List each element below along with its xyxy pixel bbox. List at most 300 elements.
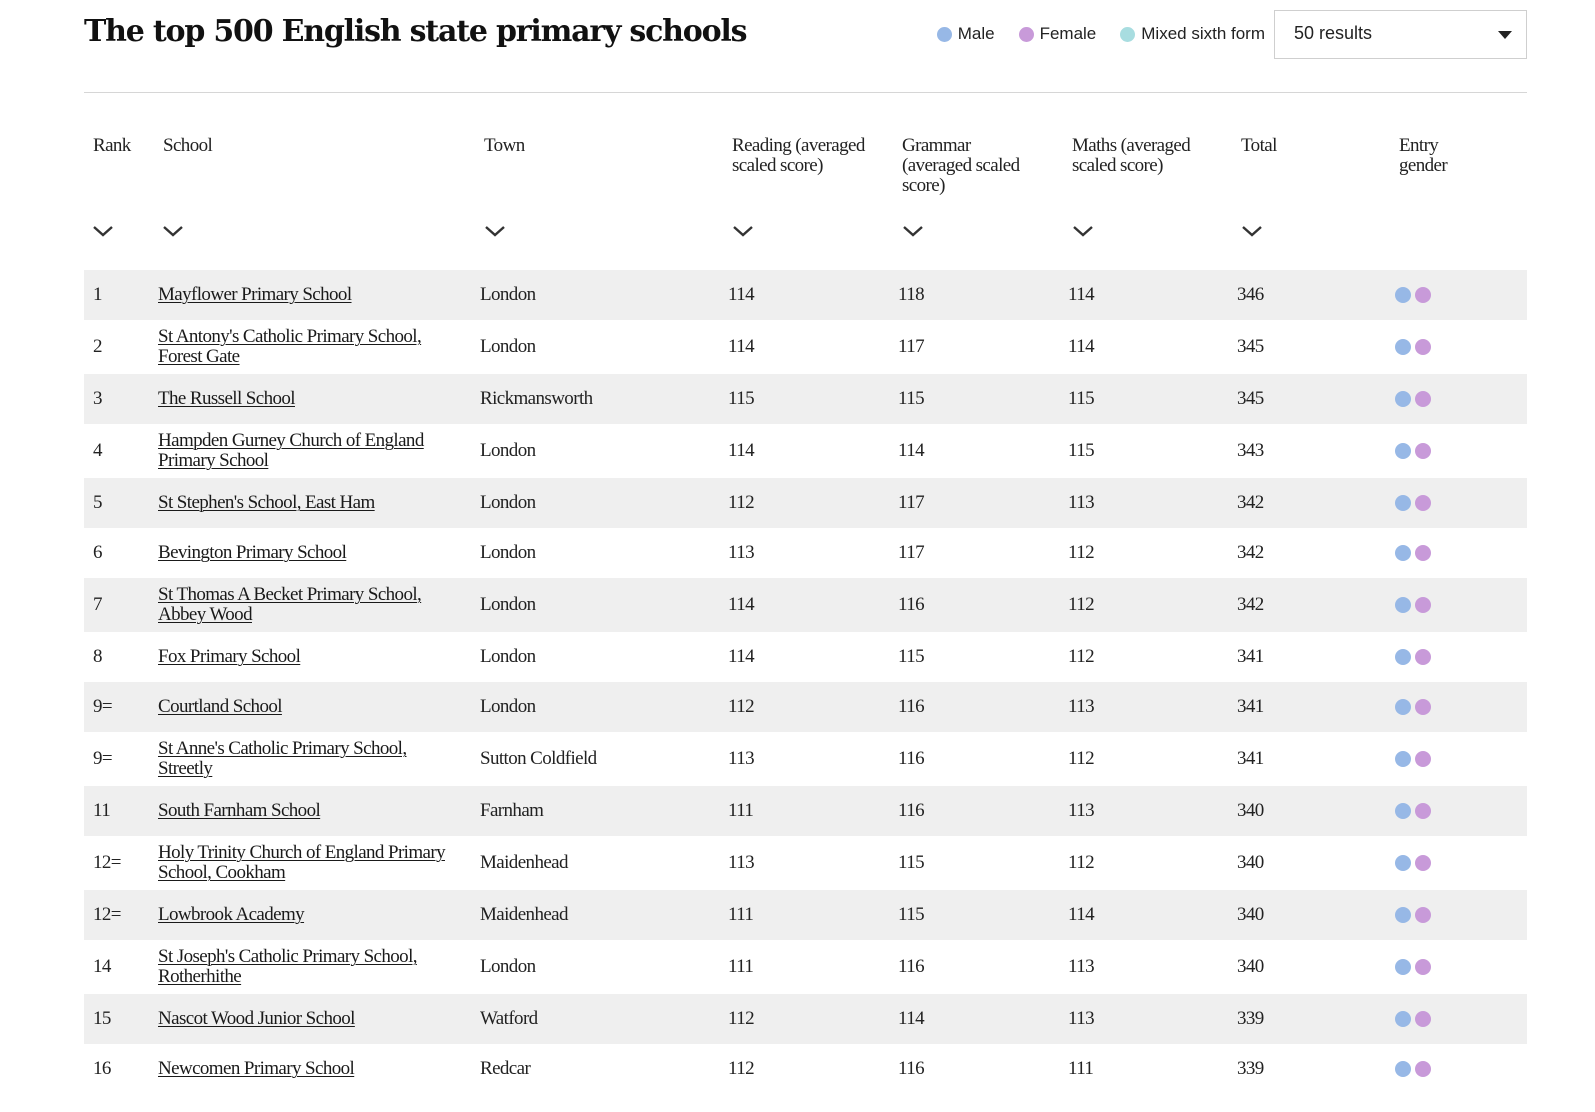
cell-rank-value: 6 (93, 542, 102, 563)
male-dot-icon (1395, 803, 1411, 819)
cell-town-value: London (480, 284, 536, 305)
cell-school (158, 994, 458, 1044)
page-title: The top 500 English state primary schools (84, 14, 747, 49)
rankings-page (84, 0, 1527, 1094)
cell-reading (728, 374, 848, 424)
cell-reading-value: 114 (728, 594, 754, 615)
table-header (84, 93, 1527, 270)
female-dot-icon (1415, 959, 1431, 975)
cell-total (1237, 1044, 1357, 1094)
gender-dots (1395, 959, 1431, 975)
cell-grammar (898, 578, 1018, 632)
cell-town-value: London (480, 696, 536, 717)
cell-entry-gender (1395, 424, 1495, 478)
cell-town-value: Redcar (480, 1058, 531, 1079)
cell-reading (728, 786, 848, 836)
cell-maths (1068, 682, 1188, 732)
cell-grammar-value: 114 (898, 440, 924, 461)
cell-grammar-value: 117 (898, 492, 924, 513)
female-dot-icon (1415, 855, 1431, 871)
cell-reading (728, 732, 848, 786)
cell-reading (728, 424, 848, 478)
cell-rank-value: 8 (93, 646, 102, 667)
cell-total (1237, 374, 1357, 424)
cell-reading (728, 1044, 848, 1094)
cell-total (1237, 528, 1357, 578)
gender-dots (1395, 1061, 1431, 1077)
cell-maths-value: 113 (1068, 800, 1094, 821)
cell-town-value: Sutton Coldfield (480, 748, 597, 769)
gender-dots (1395, 495, 1431, 511)
cell-grammar-value: 115 (898, 852, 924, 873)
female-dot-icon (1415, 751, 1431, 767)
cell-rank-value: 11 (93, 800, 111, 821)
cell-rank (93, 320, 153, 374)
column-header-grammar: Grammar (averaged scaled score) (902, 135, 1020, 196)
cell-total-value: 339 (1237, 1008, 1264, 1029)
cell-total (1237, 424, 1357, 478)
female-dot-icon (1415, 699, 1431, 715)
cell-reading (728, 632, 848, 682)
gender-dots (1395, 287, 1431, 303)
cell-entry-gender (1395, 682, 1495, 732)
cell-rank-value: 15 (93, 1008, 111, 1029)
cell-reading-value: 111 (728, 956, 754, 977)
cell-total-value: 340 (1237, 800, 1264, 821)
gender-dots (1395, 855, 1431, 871)
cell-reading-value: 112 (728, 1058, 754, 1079)
cell-rank-value: 1 (93, 284, 102, 305)
female-dot-icon (1415, 443, 1431, 459)
cell-total-value: 346 (1237, 284, 1264, 305)
female-dot-icon (1415, 391, 1431, 407)
cell-rank (93, 732, 153, 786)
gender-dots (1395, 443, 1431, 459)
cell-grammar (898, 940, 1018, 994)
cell-reading-value: 111 (728, 904, 754, 925)
gender-dots (1395, 803, 1431, 819)
school-link[interactable]: St Joseph's Catholic Primary School, Rotherhithe (158, 946, 417, 987)
cell-total (1237, 632, 1357, 682)
cell-maths (1068, 320, 1188, 374)
cell-maths-value: 113 (1068, 1008, 1094, 1029)
cell-rank-value: 3 (93, 388, 102, 409)
cell-total-value: 341 (1237, 696, 1264, 717)
cell-town-value: Maidenhead (480, 852, 568, 873)
cell-total (1237, 890, 1357, 940)
cell-rank (93, 424, 153, 478)
table-row (84, 528, 1527, 578)
cell-total (1237, 320, 1357, 374)
school-link[interactable]: Mayflower Primary School (158, 284, 352, 305)
cell-rank-value: 9= (93, 696, 113, 717)
cell-grammar-value: 114 (898, 1008, 924, 1029)
school-link[interactable]: Nascot Wood Junior School (158, 1008, 355, 1029)
school-link[interactable]: St Anne's Catholic Primary School, Streetly (158, 738, 407, 779)
cell-maths-value: 115 (1068, 440, 1094, 461)
cell-maths (1068, 478, 1188, 528)
cell-reading-value: 113 (728, 852, 754, 873)
male-dot-icon (1395, 391, 1411, 407)
cell-reading (728, 890, 848, 940)
table-toolbar (84, 0, 1527, 93)
cell-rank-value: 2 (93, 336, 102, 357)
cell-maths-value: 113 (1068, 492, 1094, 513)
cell-entry-gender (1395, 890, 1495, 940)
school-link[interactable]: Bevington Primary School (158, 542, 347, 563)
cell-entry-gender (1395, 994, 1495, 1044)
cell-town-value: Rickmansworth (480, 388, 593, 409)
cell-maths-value: 113 (1068, 956, 1094, 977)
cell-maths (1068, 836, 1188, 890)
cell-total-value: 340 (1237, 852, 1264, 873)
male-dot-icon (1395, 339, 1411, 355)
school-link[interactable]: St Stephen's School, East Ham (158, 492, 375, 513)
cell-reading (728, 528, 848, 578)
cell-grammar (898, 528, 1018, 578)
cell-maths (1068, 786, 1188, 836)
cell-total (1237, 578, 1357, 632)
cell-entry-gender (1395, 270, 1495, 320)
cell-total (1237, 940, 1357, 994)
cell-town (480, 682, 720, 732)
male-dot-icon (1395, 1061, 1411, 1077)
cell-school (158, 1044, 458, 1094)
cell-maths-value: 112 (1068, 646, 1094, 667)
cell-school (158, 632, 458, 682)
cell-maths-value: 114 (1068, 336, 1094, 357)
sort-reading-chevron-down-icon[interactable] (732, 224, 754, 238)
male-dot-icon (937, 27, 952, 42)
gender-dots (1395, 597, 1431, 613)
cell-grammar-value: 116 (898, 956, 924, 977)
table-row (84, 1044, 1527, 1094)
legend-item-female (1019, 24, 1097, 44)
male-dot-icon (1395, 907, 1411, 923)
gender-dots (1395, 907, 1431, 923)
cell-town (480, 836, 720, 890)
cell-reading (728, 320, 848, 374)
cell-maths-value: 112 (1068, 852, 1094, 873)
cell-town (480, 270, 720, 320)
cell-grammar (898, 786, 1018, 836)
cell-total (1237, 478, 1357, 528)
school-link[interactable]: South Farnham School (158, 800, 321, 821)
results-count-value: 50 results (1294, 23, 1373, 43)
male-dot-icon (1395, 443, 1411, 459)
cell-maths-value: 111 (1068, 1058, 1094, 1079)
cell-reading-value: 114 (728, 646, 754, 667)
cell-entry-gender (1395, 478, 1495, 528)
cell-town-value: Maidenhead (480, 904, 568, 925)
cell-total-value: 339 (1237, 1058, 1264, 1079)
cell-total-value: 340 (1237, 904, 1264, 925)
cell-total (1237, 786, 1357, 836)
male-dot-icon (1395, 545, 1411, 561)
cell-rank-value: 9= (93, 748, 113, 769)
cell-rank (93, 270, 153, 320)
cell-reading-value: 115 (728, 388, 754, 409)
cell-school (158, 424, 458, 478)
cell-maths-value: 113 (1068, 696, 1094, 717)
school-link[interactable]: St Thomas A Becket Primary School, Abbey Wood (158, 584, 422, 625)
table-row (84, 890, 1527, 940)
cell-rank (93, 682, 153, 732)
cell-maths (1068, 374, 1188, 424)
table-row (84, 320, 1527, 374)
cell-reading-value: 113 (728, 542, 754, 563)
cell-reading-value: 111 (728, 800, 754, 821)
cell-reading-value: 112 (728, 696, 754, 717)
cell-grammar-value: 116 (898, 594, 924, 615)
cell-entry-gender (1395, 528, 1495, 578)
cell-total-value: 343 (1237, 440, 1264, 461)
cell-rank-value: 16 (93, 1058, 111, 1079)
school-link[interactable]: Hampden Gurney Church of England Primary School (158, 430, 424, 471)
gender-dots (1395, 699, 1431, 715)
cell-entry-gender (1395, 320, 1495, 374)
column-header-town: Town (484, 135, 525, 156)
cell-rank (93, 632, 153, 682)
cell-town-value: London (480, 492, 536, 513)
cell-grammar-value: 116 (898, 696, 924, 717)
cell-school (158, 270, 458, 320)
cell-maths (1068, 890, 1188, 940)
cell-grammar (898, 478, 1018, 528)
cell-town-value: London (480, 646, 536, 667)
school-link[interactable]: St Antony's Catholic Primary School, Forest Gate (158, 326, 422, 367)
cell-grammar (898, 890, 1018, 940)
gender-legend (937, 24, 1265, 44)
column-header-entry-gender: Entry gender (1399, 135, 1448, 176)
cell-town (480, 320, 720, 374)
sort-maths-chevron-down-icon[interactable] (1072, 224, 1094, 238)
cell-entry-gender (1395, 578, 1495, 632)
gender-dots (1395, 649, 1431, 665)
legend-label: Mixed sixth form (1141, 24, 1265, 43)
cell-town-value: London (480, 594, 536, 615)
cell-town (480, 940, 720, 994)
cell-school (158, 478, 458, 528)
female-dot-icon (1415, 1011, 1431, 1027)
cell-total (1237, 994, 1357, 1044)
cell-town (480, 578, 720, 632)
legend-label: Female (1039, 24, 1097, 43)
table-row (84, 374, 1527, 424)
female-dot-icon (1415, 649, 1431, 665)
cell-grammar-value: 117 (898, 542, 924, 563)
cell-total (1237, 836, 1357, 890)
cell-school (158, 528, 458, 578)
cell-town-value: London (480, 336, 536, 357)
table-row (84, 632, 1527, 682)
cell-town (480, 1044, 720, 1094)
male-dot-icon (1395, 495, 1411, 511)
sort-rank-chevron-down-icon[interactable] (92, 224, 114, 238)
male-dot-icon (1395, 751, 1411, 767)
cell-grammar (898, 320, 1018, 374)
female-dot-icon (1415, 339, 1431, 355)
cell-grammar-value: 115 (898, 646, 924, 667)
cell-town (480, 732, 720, 786)
cell-grammar (898, 682, 1018, 732)
table-row (84, 578, 1527, 632)
cell-reading-value: 114 (728, 336, 754, 357)
cell-maths (1068, 1044, 1188, 1094)
male-dot-icon (1395, 855, 1411, 871)
cell-grammar-value: 115 (898, 904, 924, 925)
cell-grammar (898, 994, 1018, 1044)
sort-town-chevron-down-icon[interactable] (484, 224, 506, 238)
cell-town-value: London (480, 542, 536, 563)
cell-rank (93, 578, 153, 632)
school-link[interactable]: Newcomen Primary School (158, 1058, 355, 1079)
cell-grammar-value: 116 (898, 800, 924, 821)
sort-total-chevron-down-icon[interactable] (1241, 224, 1263, 238)
male-dot-icon (1395, 597, 1411, 613)
cell-town-value: London (480, 956, 536, 977)
school-link[interactable]: Courtland School (158, 696, 282, 717)
cell-rank-value: 7 (93, 594, 102, 615)
cell-town (480, 528, 720, 578)
table-row (84, 270, 1527, 320)
cell-total-value: 340 (1237, 956, 1264, 977)
cell-grammar (898, 374, 1018, 424)
school-link[interactable]: The Russell School (158, 388, 295, 409)
female-dot-icon (1415, 803, 1431, 819)
cell-maths (1068, 940, 1188, 994)
male-dot-icon (1395, 649, 1411, 665)
cell-grammar-value: 117 (898, 336, 924, 357)
cell-reading (728, 270, 848, 320)
cell-entry-gender (1395, 836, 1495, 890)
cell-town (480, 374, 720, 424)
cell-entry-gender (1395, 786, 1495, 836)
cell-maths (1068, 528, 1188, 578)
cell-maths (1068, 424, 1188, 478)
table-row (84, 836, 1527, 890)
cell-rank-value: 14 (93, 956, 111, 977)
cell-maths-value: 112 (1068, 748, 1094, 769)
results-count-select[interactable] (1274, 10, 1527, 59)
table-row (84, 732, 1527, 786)
cell-school (158, 374, 458, 424)
cell-grammar-value: 118 (898, 284, 924, 305)
legend-item-mixed-sixth-form (1120, 24, 1265, 44)
school-link[interactable]: Holy Trinity Church of England Primary School, Cookham (158, 842, 445, 883)
gender-dots (1395, 339, 1431, 355)
legend-item-male (937, 24, 995, 44)
cell-entry-gender (1395, 632, 1495, 682)
cell-rank-value: 4 (93, 440, 102, 461)
cell-town (480, 994, 720, 1044)
sort-grammar-chevron-down-icon[interactable] (902, 224, 924, 238)
cell-total-value: 341 (1237, 646, 1264, 667)
cell-grammar (898, 270, 1018, 320)
cell-grammar-value: 116 (898, 1058, 924, 1079)
cell-entry-gender (1395, 940, 1495, 994)
cell-reading (728, 578, 848, 632)
gender-dots (1395, 751, 1431, 767)
cell-school (158, 890, 458, 940)
cell-school (158, 320, 458, 374)
female-dot-icon (1415, 495, 1431, 511)
cell-town (480, 424, 720, 478)
cell-maths (1068, 270, 1188, 320)
cell-rank (93, 890, 153, 940)
cell-school (158, 836, 458, 890)
cell-entry-gender (1395, 1044, 1495, 1094)
sort-school-chevron-down-icon[interactable] (162, 224, 184, 238)
cell-entry-gender (1395, 732, 1495, 786)
cell-rank-value: 12= (93, 904, 121, 925)
cell-rank (93, 994, 153, 1044)
table-row (84, 994, 1527, 1044)
cell-reading (728, 478, 848, 528)
cell-reading (728, 836, 848, 890)
female-dot-icon (1019, 27, 1034, 42)
cell-rank (93, 478, 153, 528)
mixed-sixth-form-dot-icon (1120, 27, 1135, 42)
cell-rank (93, 528, 153, 578)
cell-total-value: 341 (1237, 748, 1264, 769)
cell-rank-value: 12= (93, 852, 121, 873)
cell-rank-value: 5 (93, 492, 102, 513)
cell-grammar (898, 424, 1018, 478)
male-dot-icon (1395, 287, 1411, 303)
cell-reading (728, 940, 848, 994)
cell-reading-value: 113 (728, 748, 754, 769)
cell-school (158, 786, 458, 836)
cell-total-value: 345 (1237, 388, 1264, 409)
table-row (84, 940, 1527, 994)
cell-total-value: 342 (1237, 492, 1264, 513)
cell-school (158, 578, 458, 632)
female-dot-icon (1415, 597, 1431, 613)
column-header-reading: Reading (averaged scaled score) (732, 135, 865, 176)
school-link[interactable]: Fox Primary School (158, 646, 301, 667)
cell-maths-value: 112 (1068, 542, 1094, 563)
cell-maths-value: 114 (1068, 284, 1094, 305)
cell-reading-value: 112 (728, 492, 754, 513)
table-body (84, 270, 1527, 1094)
legend-label: Male (957, 24, 995, 43)
gender-dots (1395, 1011, 1431, 1027)
table-row (84, 786, 1527, 836)
cell-grammar (898, 836, 1018, 890)
cell-town-value: Watford (480, 1008, 538, 1029)
cell-maths (1068, 994, 1188, 1044)
cell-maths-value: 114 (1068, 904, 1094, 925)
cell-town-value: Farnham (480, 800, 544, 821)
cell-school (158, 682, 458, 732)
cell-rank (93, 940, 153, 994)
cell-total-value: 342 (1237, 542, 1264, 563)
cell-town (480, 478, 720, 528)
cell-total (1237, 732, 1357, 786)
school-link[interactable]: Lowbrook Academy (158, 904, 305, 925)
column-header-school: School (163, 135, 213, 156)
column-header-total: Total (1241, 135, 1277, 156)
cell-total-value: 345 (1237, 336, 1264, 357)
female-dot-icon (1415, 545, 1431, 561)
cell-grammar-value: 115 (898, 388, 924, 409)
gender-dots (1395, 391, 1431, 407)
table-row (84, 478, 1527, 528)
cell-grammar (898, 632, 1018, 682)
cell-rank (93, 786, 153, 836)
cell-maths (1068, 578, 1188, 632)
